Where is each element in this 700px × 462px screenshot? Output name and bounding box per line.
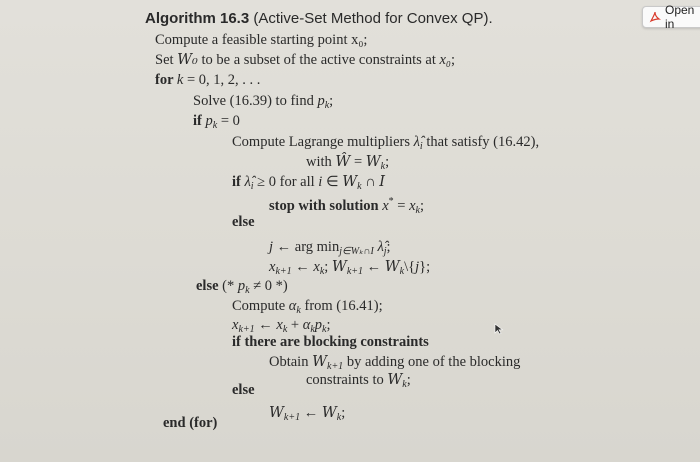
- text: ∈: [322, 174, 343, 190]
- subscript: k: [322, 324, 327, 335]
- open-in-button[interactable]: [642, 3, 700, 31]
- math: α: [302, 317, 311, 333]
- text: = 0: [217, 113, 240, 129]
- pdf-icon: [649, 11, 661, 23]
- text: constraints to: [306, 372, 388, 388]
- math: W: [331, 259, 347, 275]
- subscript: k: [402, 379, 407, 390]
- text: ;: [385, 154, 390, 170]
- subscript: k: [336, 412, 342, 423]
- text: Compute Lagrange multipliers: [232, 134, 414, 150]
- math: W: [365, 154, 381, 170]
- subscript: j∈Wₖ∩I: [339, 246, 374, 257]
- text: =: [350, 154, 366, 170]
- text: = 0, 1, 2, . . .: [183, 72, 261, 88]
- text: that satisfy (16.42),: [422, 134, 540, 150]
- math: k: [176, 72, 184, 88]
- math: p: [205, 113, 213, 129]
- math: W: [342, 174, 358, 190]
- text: ;: [329, 93, 334, 109]
- text: from (16.41);: [300, 298, 383, 314]
- superscript: *: [388, 196, 394, 207]
- text: Compute: [232, 298, 289, 314]
- subscript: k: [357, 181, 362, 192]
- keyword-for: for: [155, 72, 177, 88]
- subscript: k: [310, 324, 315, 335]
- math: i: [318, 174, 323, 190]
- keyword-else: else: [232, 214, 255, 230]
- math: W: [321, 405, 337, 421]
- keyword-if: if: [232, 174, 245, 190]
- text: Obtain: [269, 354, 313, 370]
- line-else-final: [232, 381, 255, 399]
- line-set-w0: [155, 51, 455, 69]
- text: Set: [155, 52, 178, 68]
- keyword-end-for: end (for): [163, 415, 218, 431]
- math: W: [269, 405, 284, 421]
- text: =: [393, 198, 410, 214]
- math: x: [232, 317, 239, 333]
- text: };: [419, 259, 431, 275]
- subscript: j: [383, 246, 387, 257]
- subscript: k: [245, 285, 250, 296]
- math: W₀: [177, 52, 198, 68]
- subscript: k+1: [346, 266, 364, 277]
- text: ∩: [361, 174, 380, 190]
- line-if-blocking: [232, 333, 429, 351]
- math: x₀: [439, 52, 451, 68]
- line-end-for: [163, 414, 217, 432]
- math: λ̂: [413, 134, 420, 150]
- line-wk-keep: [269, 404, 345, 427]
- math: Ŵ: [335, 154, 351, 170]
- text: ← arg min: [273, 239, 340, 255]
- text: Solve (16.39) to find: [193, 93, 318, 109]
- subscript: k: [296, 305, 301, 316]
- algorithm-label: Algorithm 16.3: [145, 10, 250, 27]
- subscript: k: [324, 100, 330, 111]
- keyword-else: else: [232, 382, 255, 398]
- keyword-if: if: [193, 113, 206, 129]
- keyword-stop: stop with solution: [269, 198, 383, 214]
- math: j: [269, 239, 274, 255]
- subscript: k: [415, 205, 420, 216]
- math: I: [379, 174, 386, 190]
- math: p: [317, 93, 325, 109]
- math: x: [269, 259, 276, 275]
- text: (*: [218, 278, 238, 294]
- text: ←: [363, 259, 385, 275]
- subscript: k+1: [238, 324, 255, 335]
- text: \{: [404, 259, 416, 275]
- subscript: k: [399, 266, 405, 277]
- subscript: i: [419, 141, 423, 152]
- math: W: [387, 372, 403, 388]
- math: x: [276, 317, 283, 333]
- subscript: k: [212, 120, 218, 131]
- math: W: [312, 354, 327, 370]
- subscript: k: [380, 161, 386, 172]
- math: λ̂: [244, 174, 251, 190]
- text: to be a subset of the active constraints at: [197, 52, 440, 68]
- text: ;: [406, 372, 411, 388]
- subscript: k+1: [275, 266, 292, 277]
- math: x: [409, 198, 416, 214]
- text: ←: [300, 405, 322, 421]
- mouse-cursor-icon: [494, 323, 504, 335]
- text: ;: [324, 259, 332, 275]
- text: if there are blocking constraints: [232, 334, 429, 350]
- text: with: [306, 154, 336, 170]
- text: ;: [419, 198, 425, 214]
- subscript: k+1: [283, 412, 301, 423]
- math: α: [288, 298, 297, 314]
- subscript: k+1: [327, 361, 344, 372]
- text: by adding one of the blocking: [343, 354, 521, 370]
- text: ;: [326, 317, 331, 333]
- algorithm-title: (Active-Set Method for Convex QP).: [253, 10, 493, 27]
- line-for: [155, 71, 260, 89]
- text: ←: [291, 259, 314, 275]
- text: ≥ 0 for all: [253, 174, 319, 190]
- math: W: [384, 259, 400, 275]
- math: p: [237, 278, 246, 294]
- text: ≠ 0 *): [249, 278, 288, 294]
- math: x: [382, 198, 389, 214]
- math: λ̂: [373, 239, 384, 255]
- line-if-pk-zero: [193, 112, 240, 135]
- math: j: [415, 259, 420, 275]
- subscript: i: [250, 181, 254, 192]
- text: ←: [254, 317, 277, 333]
- text: Compute a feasible starting point x₀;: [155, 32, 368, 48]
- subscript: k: [319, 266, 325, 277]
- text: ;: [386, 239, 391, 255]
- text: ;: [450, 52, 455, 68]
- line-compute-start: [155, 31, 367, 49]
- open-in-label: Open in: [665, 3, 695, 31]
- line-else-inner: [232, 213, 255, 231]
- subscript: k: [282, 324, 288, 335]
- math: p: [314, 317, 323, 333]
- text: ;: [341, 405, 346, 421]
- text: +: [287, 317, 303, 333]
- keyword-else: else: [196, 278, 219, 294]
- math: x: [313, 259, 320, 275]
- line-constraints-to: [306, 371, 411, 394]
- line-update-wk: [269, 258, 430, 281]
- line-stop: [269, 193, 424, 220]
- algorithm-heading: [145, 10, 493, 28]
